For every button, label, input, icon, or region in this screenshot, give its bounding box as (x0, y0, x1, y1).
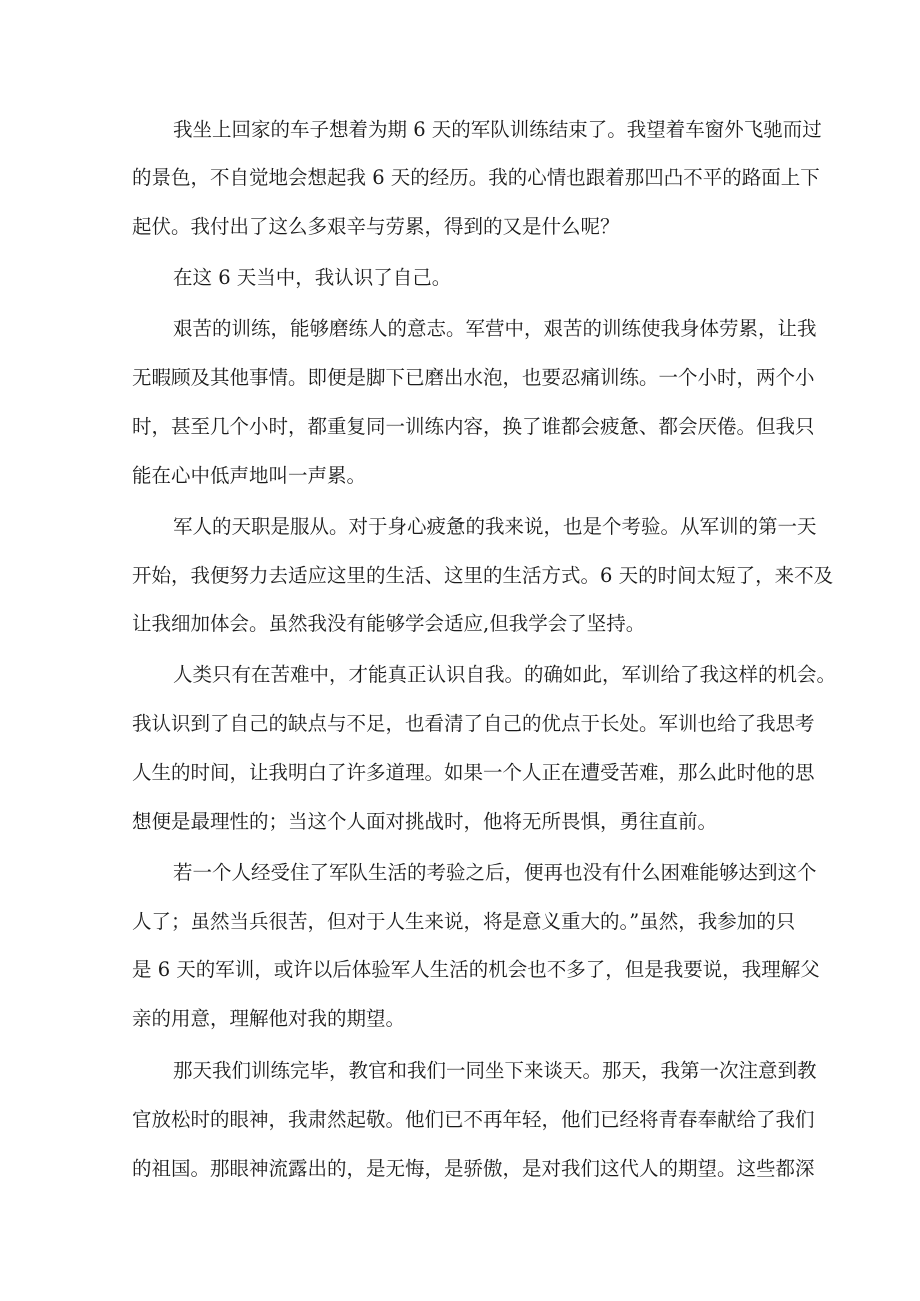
paragraph-4-line-2: 开始，我便努力去适应这里的生活、这里的生活方式。6 天的时间太短了，来不及 (132, 564, 834, 587)
paragraph-3-line-2: 无暇顾及其他事情。即便是脚下已磨出水泡，也要忍痛训练。一个小时，两个小 (132, 366, 815, 389)
paragraph-1-line-3: 起伏。我付出了这么多艰辛与劳累，得到的又是什么呢？ (132, 215, 620, 238)
paragraph-6-line-2: 人了；虽然当兵很苦，但对于人生来说，将是意义重大的。”虽然，我参加的只 (132, 910, 796, 933)
paragraph-5-line-4: 想便是最理性的；当这个人面对挑战时，他将无所畏惧，勇往直前。 (132, 810, 718, 833)
paragraph-5-line-2: 我认识到了自己的缺点与不足，也看清了自己的优点于长处。军训也给了我思考 (132, 712, 815, 735)
paragraph-3-line-4: 能在心中低声地叫一声累。 (132, 464, 367, 487)
paragraph-3-line-3: 时，甚至几个小时，都重复同一训练内容，换了谁都会疲惫、都会厌倦。但我只 (132, 415, 815, 438)
paragraph-2-line-1: 在这 6 天当中，我认识了自己。 (173, 266, 452, 289)
paragraph-7-line-1: 那天我们训练完毕，教官和我们一同坐下来谈天。那天，我第一次注意到教 (173, 1059, 817, 1082)
paragraph-5-line-3: 人生的时间，让我明白了许多道理。如果一个人正在遭受苦难，那么此时他的思 (132, 761, 815, 784)
paragraph-6-line-4: 亲的用意，理解他对我的期望。 (132, 1007, 406, 1030)
paragraph-6-line-3: 是 6 天的军训，或许以后体验军人生活的机会也不多了，但是我要说，我理解父 (132, 958, 820, 981)
paragraph-1-line-1: 我坐上回家的车子想着为期 6 天的军队训练结束了。我望着车窗外飞驰而过 (173, 118, 822, 141)
paragraph-7-line-3: 的祖国。那眼神流露出的，是无悔，是骄傲，是对我们这代人的期望。这些都深 (132, 1157, 815, 1180)
paragraph-1-line-2: 的景色，不自觉地会想起我 6 天的经历。我的心情也跟着那凹凸不平的路面上下 (132, 166, 820, 189)
paragraph-4-line-1: 军人的天职是服从。对于身心疲惫的我来说，也是个考验。从军训的第一天 (173, 515, 817, 538)
paragraph-6-line-1: 若一个人经受住了军队生活的考验之后，便再也没有什么困难能够达到这个 (173, 861, 817, 884)
paragraph-3-line-1: 艰苦的训练，能够磨练人的意志。军营中，艰苦的训练使我身体劳累，让我 (173, 317, 817, 340)
paragraph-4-line-3: 让我细加体会。虽然我没有能够学会适应,但我学会了坚持。 (132, 612, 646, 635)
paragraph-5-line-1: 人类只有在苦难中，才能真正认识自我。的确如此，军训给了我这样的机会。 (173, 663, 837, 686)
paragraph-7-line-2: 官放松时的眼神，我肃然起敬。他们已不再年轻，他们已经将青春奉献给了我们 (132, 1108, 815, 1131)
